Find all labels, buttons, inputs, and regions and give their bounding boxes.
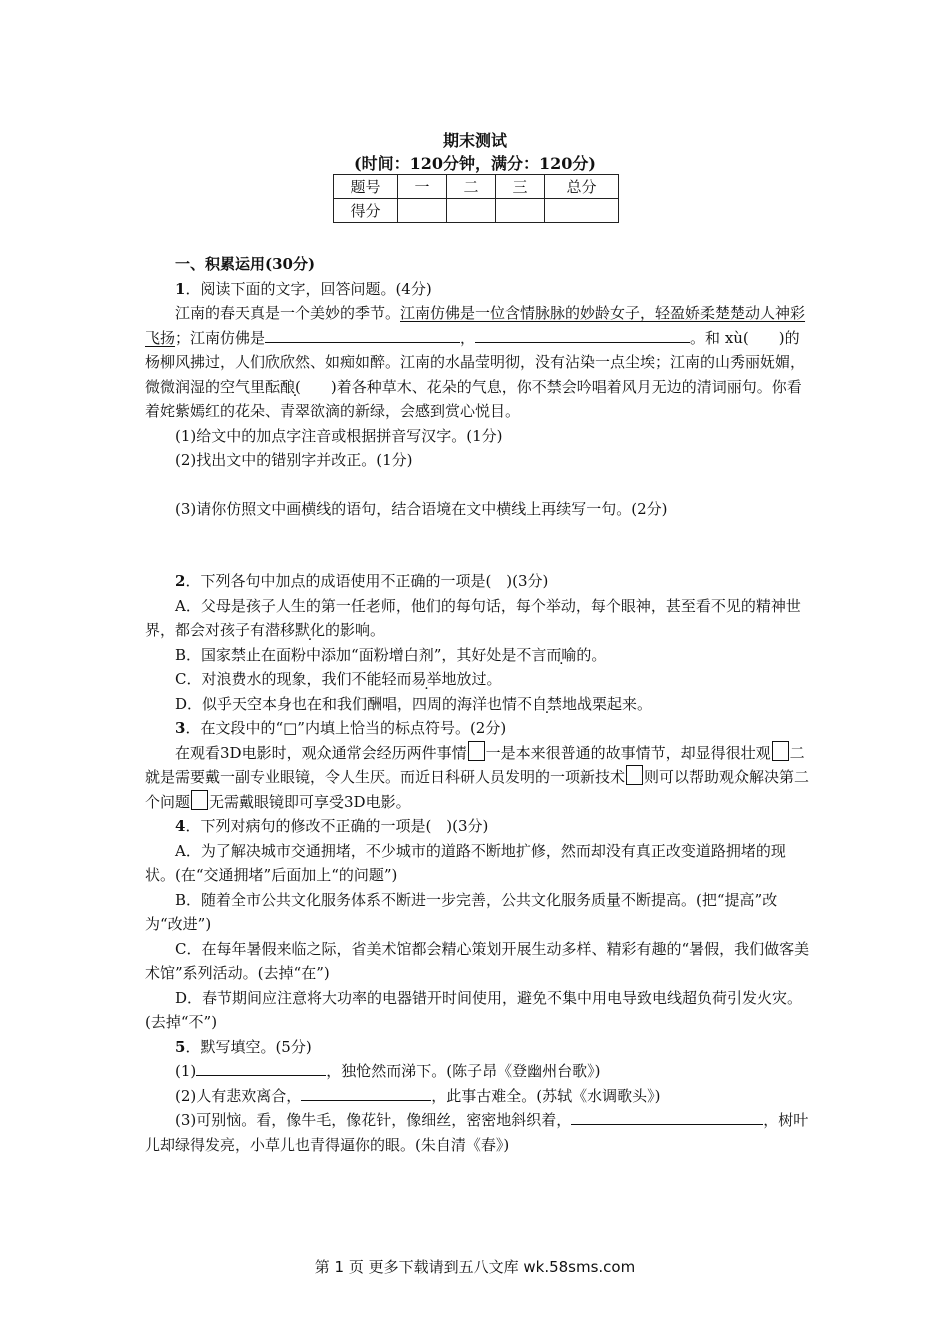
- answer-blank[interactable]: [475, 328, 690, 343]
- score-table-header-row: [334, 175, 619, 199]
- fill-text: ，此事古难全。(苏轼《水调歌头》): [431, 1086, 661, 1105]
- option-c: [145, 667, 810, 692]
- fill-blank-2: [145, 1084, 810, 1109]
- passage-text: 江南的春天真是一个美妙的季节。: [175, 304, 401, 322]
- option-b: [145, 643, 810, 668]
- question-number: 5: [175, 1037, 186, 1056]
- page-title: 期末测试: [442, 131, 507, 150]
- question-1-sub3: (3)请你仿照文中画横线的语句，结合语境在文中横线上再续写一句。(2分): [175, 499, 668, 518]
- passage-text: 二就是需要戴一副专业眼镜，令人生厌。而近日科研人员发明的一项新技术: [145, 743, 805, 786]
- score-input-cell[interactable]: [545, 199, 619, 223]
- passage-text: 则可以帮助观众解决第二个问题: [145, 768, 810, 811]
- question-text: ．默写填空。(5分): [185, 1037, 312, 1056]
- option-a: [145, 594, 810, 643]
- option-b: B．随着全市公共文化服务体系不断进一步完善，公共文化服务质量不断提高。(把“提高”改为“改进”): [145, 890, 778, 933]
- option-d: D．春节期间应注意将大功率的电器错开时间使用，避免不集中用电导致电线超负荷引发火灾。(去掉“不”): [145, 988, 803, 1031]
- score-cell: 总分: [545, 175, 619, 199]
- question-1-passage: [145, 301, 810, 424]
- fill-blank-3: [145, 1108, 810, 1157]
- score-cell: 二: [447, 175, 496, 199]
- fill-text: (2)人有悲欢离合，: [175, 1086, 302, 1105]
- punctuation-box[interactable]: [191, 790, 208, 810]
- question-text: ．下列对病句的修改不正确的一项是( )(3分): [185, 817, 489, 835]
- question-4-stem: [145, 814, 810, 839]
- option-text: 地放过。: [441, 670, 502, 688]
- punctuation-box[interactable]: [468, 741, 485, 761]
- option-text: A．父母是孩子人生的第一任老师，他们的每句话，每个举动，每个眼神，甚至看不见的精神世界，都会对孩子有: [145, 596, 801, 639]
- dotted-word: 情不自禁: [502, 694, 563, 713]
- question-3-passage: [145, 741, 810, 815]
- passage-text: 在观看3D电影时，观众通常会经历两件事情: [175, 743, 467, 762]
- option-text: 的影响。: [325, 621, 386, 639]
- option-text: C．对浪费水的现象，我们不能: [175, 670, 382, 688]
- exam-content: [145, 252, 810, 1157]
- option-text: B．国家禁止在面粉中添加“面粉增白剂”，其好处是: [175, 645, 517, 664]
- page-subtitle: (时间：120分钟，满分：120分): [354, 154, 596, 173]
- score-cell: 一: [398, 175, 447, 199]
- question-2-stem: [145, 569, 810, 594]
- fill-text: (3)可别恼。看，像牛毛，像花针，像细丝，密密地斜织着，: [175, 1111, 572, 1129]
- passage-text: 无需戴眼镜即可享受3D电影。: [209, 792, 411, 811]
- dotted-idiom: [265, 621, 325, 639]
- option-text: 地战栗起来。: [562, 694, 653, 713]
- score-cell: 题号: [334, 175, 398, 199]
- dotted-word: 不言而喻: [516, 645, 577, 664]
- score-table: [333, 174, 619, 223]
- score-input-cell[interactable]: [447, 199, 496, 223]
- passage-text: 一是本来很普通的故事情节，却显得很壮观: [485, 743, 771, 762]
- passage-text: ，: [460, 328, 476, 347]
- question-number: 3: [175, 719, 186, 737]
- dotted-word: 酝酿: [265, 377, 296, 396]
- score-cell: 三: [496, 175, 545, 199]
- question-number: 4: [175, 817, 186, 835]
- answer-blank[interactable]: [301, 1086, 431, 1101]
- underlined-sentence: 江南仿佛是一位含情脉脉的妙龄女子，轻盈娇柔楚楚动人神彩飞扬: [145, 304, 806, 347]
- question-text: ．在文段中的“□”内填上恰当的标点符号。(2分): [185, 719, 507, 737]
- passage-text: 。和 xù( )的杨柳风拂过，人们欣欣然、如痴如醉。江南的水晶莹明彻，没有沾染一点尘埃；江南的山秀丽妩媚，微微润湿的空气里: [145, 328, 806, 396]
- fill-text: (1): [175, 1062, 197, 1080]
- fill-text: ，树叶儿却绿得发亮，小草儿也青得逼你的眼。(朱自清《春》): [145, 1111, 809, 1154]
- question-1-stem: [145, 277, 810, 302]
- option-text: 的。: [576, 645, 607, 664]
- score-input-cell[interactable]: [496, 199, 545, 223]
- punctuation-box[interactable]: [626, 765, 643, 785]
- question-text: ．阅读下面的文字，回答问题。(4分): [185, 279, 432, 298]
- score-input-cell[interactable]: [398, 199, 447, 223]
- question-1-sub1: (1)给文中的加点字注音或根据拼音写汉字。(1分): [175, 426, 503, 445]
- option-text: D．似乎天空本身也在和我们酬唱，四周的海洋也: [175, 694, 503, 713]
- answer-space[interactable]: [145, 473, 810, 497]
- question-number: 2: [175, 572, 186, 590]
- score-table-score-row: [334, 199, 619, 223]
- question-5-stem: [145, 1035, 810, 1060]
- fill-blank-1: [145, 1059, 810, 1084]
- answer-blank[interactable]: [265, 328, 460, 343]
- answer-space[interactable]: [145, 521, 810, 569]
- dotted-word: 潜移默化: [265, 621, 326, 639]
- question-3-stem: [145, 716, 810, 741]
- question-1-sub2: (2)找出文中的错别字并改正。(1分): [175, 451, 413, 469]
- option-d: [145, 692, 810, 717]
- answer-blank[interactable]: [196, 1061, 326, 1076]
- section-heading: 一、积累运用(30分): [175, 255, 316, 273]
- answer-blank[interactable]: [571, 1110, 741, 1125]
- passage-text: ；江南仿佛是: [175, 328, 266, 347]
- question-number: 1: [175, 279, 186, 298]
- option-a: A．为了解决城市交通拥堵，不少城市的道路不断地扩修，然而却没有真正改变道路拥堵的现状。(在“交通拥堵”后面加上“的问题”): [145, 841, 786, 884]
- option-c: C．在每年暑假来临之际，省美术馆都会精心策划开展生动多样、精彩有趣的“暑假，我们做客美术馆”系列活动。(去掉“在”): [145, 939, 810, 982]
- passage-text: ( )着各种草木、花朵的气息，你不禁会吟唱着风月无边的清词丽句。你看着姹紫嫣红的花朵、青翠欲滴的新绿，会感到赏心悦目。: [145, 377, 802, 420]
- fill-text: ，独怆然而涕下。(陈子昂《登幽州台歌》): [326, 1062, 601, 1080]
- punctuation-box[interactable]: [772, 741, 789, 761]
- score-cell: 得分: [334, 199, 398, 223]
- dotted-word: 轻而易举: [381, 670, 442, 688]
- answer-blank[interactable]: [741, 1110, 763, 1125]
- question-text: ．下列各句中加点的成语使用不正确的一项是( )(3分): [185, 572, 549, 590]
- page-footer: 第 1 页 更多下载请到五八文库 wk.58sms.com: [314, 1258, 636, 1276]
